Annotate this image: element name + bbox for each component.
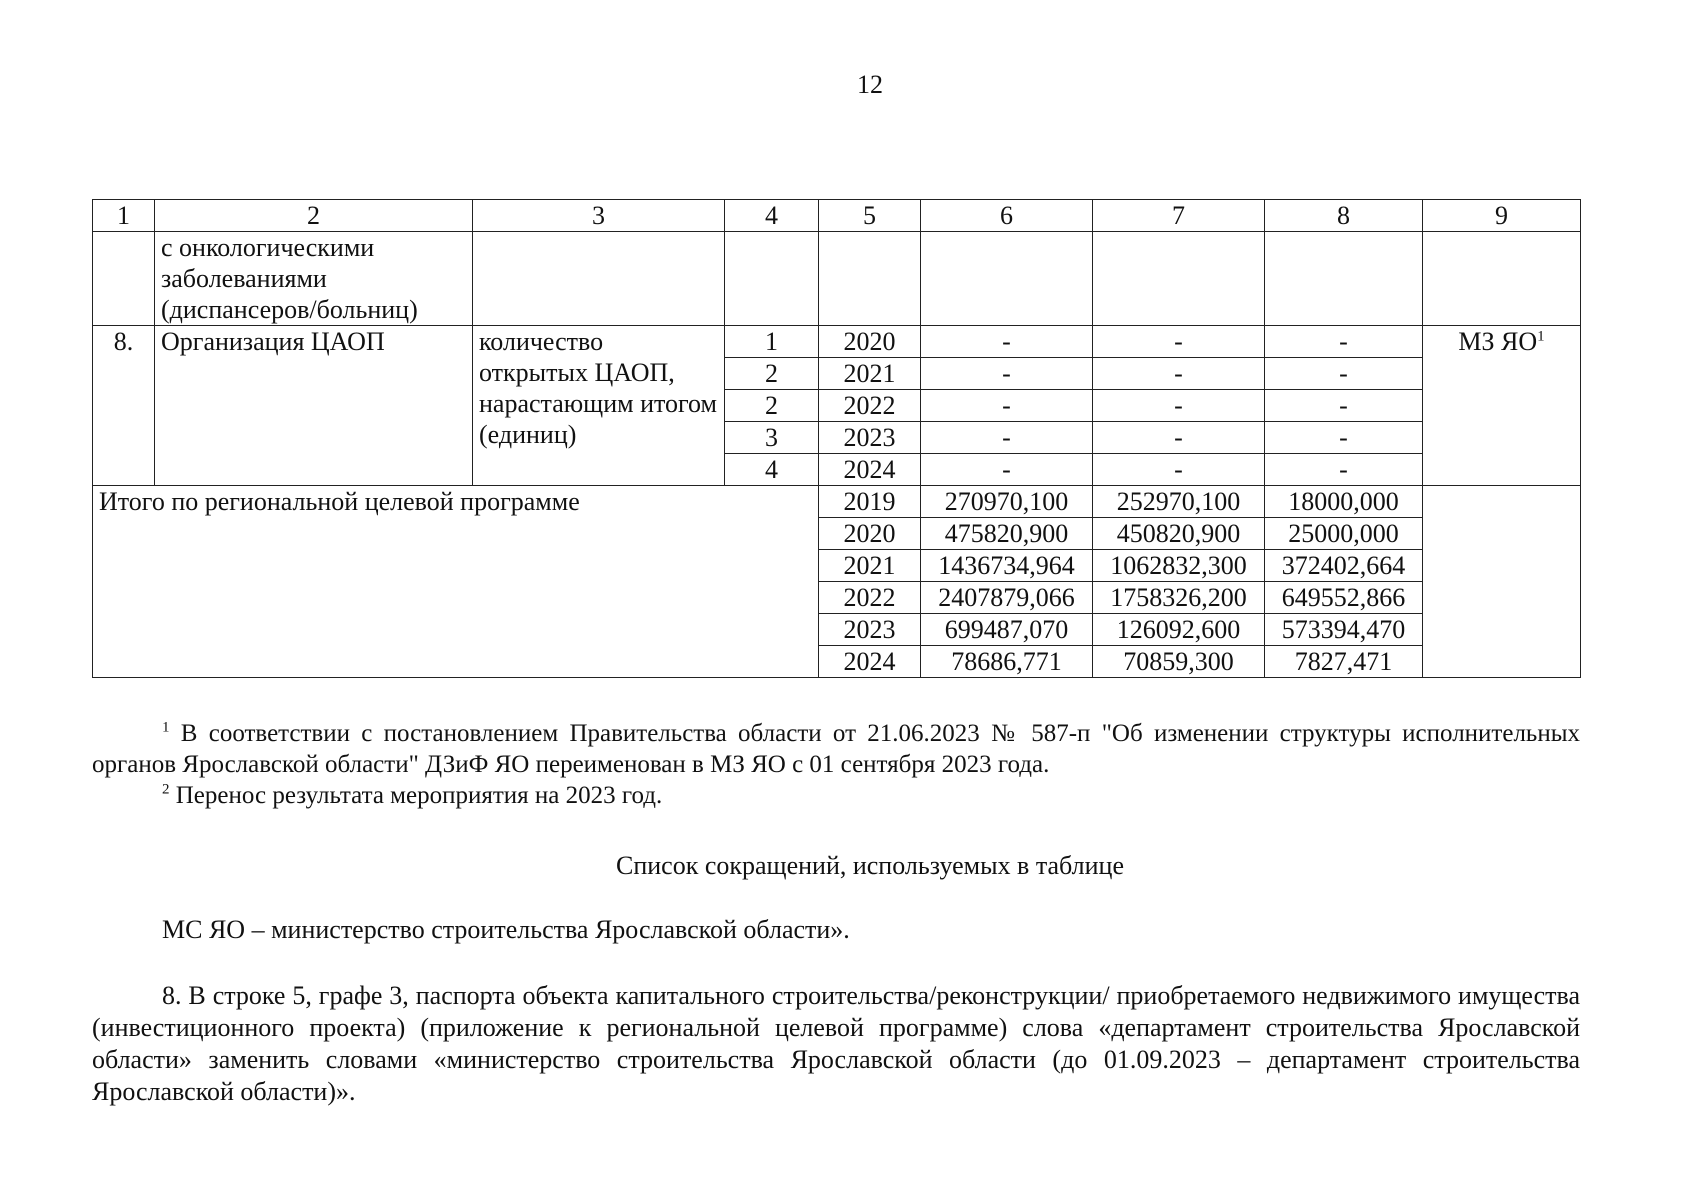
header-cell: 1 <box>93 200 155 232</box>
total-value-cell: 699487,070 <box>921 614 1093 646</box>
year-cell: 2022 <box>819 582 921 614</box>
total-value-cell: 573394,470 <box>1265 614 1423 646</box>
total-value-cell: 1062832,300 <box>1093 550 1265 582</box>
header-cell: 3 <box>473 200 725 232</box>
value-cell: - <box>1093 326 1265 358</box>
indicator-value: 2 <box>725 390 819 422</box>
continuation-name: с онкологическими заболеваниями (диспансеров/больниц) <box>155 232 473 326</box>
value-cell: - <box>921 454 1093 486</box>
item-number: 8. <box>93 326 155 486</box>
footnotes <box>92 718 1580 811</box>
total-value-cell: 372402,664 <box>1265 550 1423 582</box>
year-cell: 2023 <box>819 422 921 454</box>
header-cell: 9 <box>1423 200 1581 232</box>
total-value-cell: 70859,300 <box>1093 646 1265 678</box>
continuation-row <box>93 232 1581 326</box>
total-value-cell: 450820,900 <box>1093 518 1265 550</box>
value-cell: - <box>1093 454 1265 486</box>
footnote-1 <box>92 718 1580 780</box>
total-value-cell: 7827,471 <box>1265 646 1423 678</box>
year-cell: 2021 <box>819 358 921 390</box>
value-cell: - <box>1265 326 1423 358</box>
year-cell: 2023 <box>819 614 921 646</box>
total-value-cell: 18000,000 <box>1265 486 1423 518</box>
item-indicator: количество открытых ЦАОП, нарастающим итогом (единиц) <box>473 326 725 486</box>
total-label: Итого по региональной целевой программе <box>93 486 819 678</box>
item-name: Организация ЦАОП <box>155 326 473 486</box>
footnote-1-mark: 1 <box>162 719 170 736</box>
executor-cell <box>1423 326 1581 486</box>
header-cell: 8 <box>1265 200 1423 232</box>
total-value-cell: 1758326,200 <box>1093 582 1265 614</box>
total-value-cell: 270970,100 <box>921 486 1093 518</box>
abbreviations-title: Список сокращений, используемых в таблице <box>616 851 1124 880</box>
header-cell: 7 <box>1093 200 1265 232</box>
executor-footnote-mark: 1 <box>1537 328 1545 345</box>
table-row <box>93 326 1581 358</box>
indicator-value: 4 <box>725 454 819 486</box>
total-value-cell: 475820,900 <box>921 518 1093 550</box>
footnote-2-text: Перенос результата мероприятия на 2023 год. <box>169 782 663 809</box>
footnote-2-mark: 2 <box>162 781 170 798</box>
year-cell: 2024 <box>819 454 921 486</box>
total-value-cell: 25000,000 <box>1265 518 1423 550</box>
value-cell: - <box>921 390 1093 422</box>
total-executor-cell <box>1423 486 1581 678</box>
indicator-value: 1 <box>725 326 819 358</box>
year-cell: 2020 <box>819 518 921 550</box>
abbreviation-item: МС ЯО – министерство строительства Ярославской области». <box>162 915 850 944</box>
value-cell: - <box>1265 454 1423 486</box>
value-cell: - <box>921 422 1093 454</box>
header-cell: 6 <box>921 200 1093 232</box>
table-header-row <box>93 200 1581 232</box>
year-cell: 2021 <box>819 550 921 582</box>
value-cell: - <box>1265 358 1423 390</box>
program-table <box>92 199 1581 678</box>
total-value-cell: 2407879,066 <box>921 582 1093 614</box>
value-cell: - <box>1265 422 1423 454</box>
value-cell: - <box>921 326 1093 358</box>
indicator-value: 2 <box>725 358 819 390</box>
page-number: 12 <box>857 70 883 99</box>
value-cell: - <box>921 358 1093 390</box>
year-cell: 2022 <box>819 390 921 422</box>
total-value-cell: 1436734,964 <box>921 550 1093 582</box>
header-cell: 2 <box>155 200 473 232</box>
value-cell: - <box>1093 422 1265 454</box>
year-cell: 2024 <box>819 646 921 678</box>
total-value-cell: 78686,771 <box>921 646 1093 678</box>
year-cell: 2020 <box>819 326 921 358</box>
header-cell: 5 <box>819 200 921 232</box>
executor-text: МЗ ЯО <box>1458 327 1538 356</box>
value-cell: - <box>1093 358 1265 390</box>
total-value-cell: 649552,866 <box>1265 582 1423 614</box>
total-row <box>93 486 1581 518</box>
footnote-2 <box>92 780 1580 811</box>
year-cell: 2019 <box>819 486 921 518</box>
indicator-value: 3 <box>725 422 819 454</box>
amendment-item-8: 8. В строке 5, графе 3, паспорта объекта капитального строительства/реконструкции/ приобретаемого недвижимого имущества (инвестиционного проекта) (приложение к региональной целевой программе) слова «департамент строительства Ярославской области» заменить словами «министерство строительства Ярославской области (до 01.09.2023 – департамент строительства Ярославской области)». <box>92 981 1580 1106</box>
total-value-cell: 252970,100 <box>1093 486 1265 518</box>
value-cell: - <box>1265 390 1423 422</box>
value-cell: - <box>1093 390 1265 422</box>
header-cell: 4 <box>725 200 819 232</box>
footnote-1-text: В соответствии с постановлением Правительства области от 21.06.2023 № 587-п "Об изменении структуры исполнительных органов Ярославской области" ДЗиФ ЯО переименован в МЗ ЯО с 01 сентября 2023 года. <box>92 720 1580 778</box>
total-value-cell: 126092,600 <box>1093 614 1265 646</box>
